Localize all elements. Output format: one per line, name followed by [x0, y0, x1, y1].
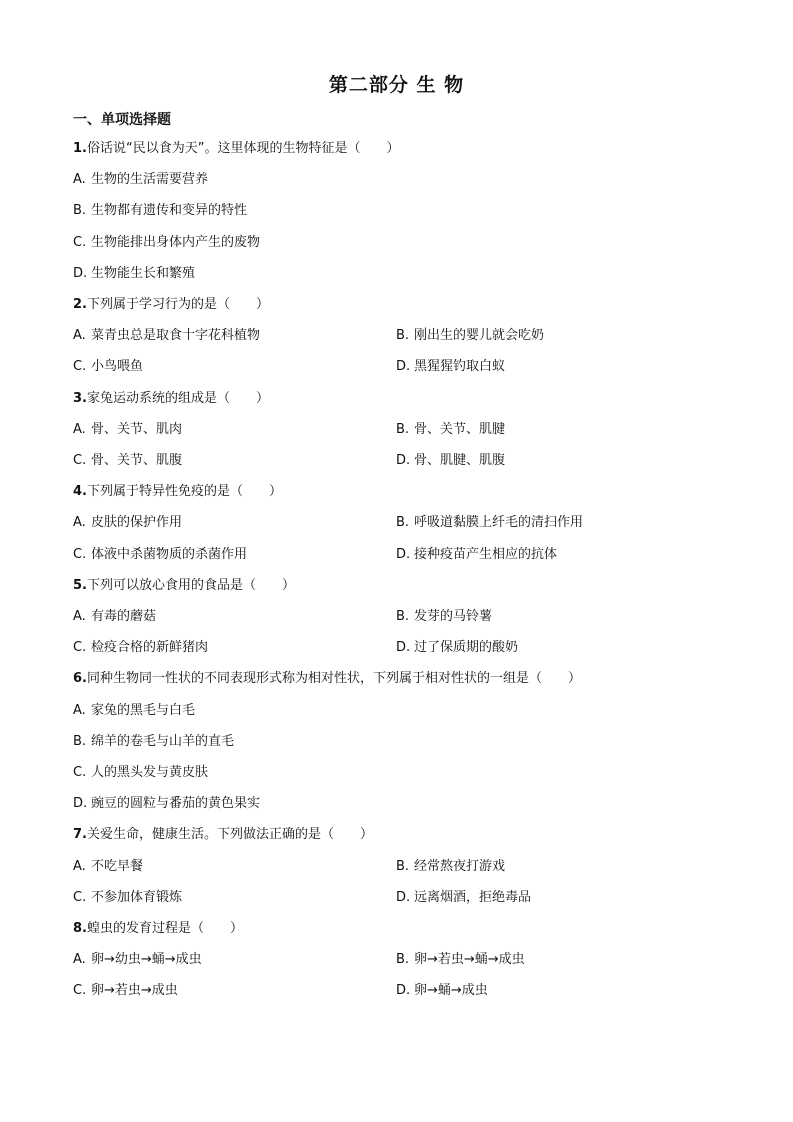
question-4-stem [73, 482, 282, 502]
option-3[interactable] [73, 235, 260, 250]
question-3-stem [73, 389, 269, 409]
question-5-option-row [73, 607, 723, 627]
option-1[interactable] [73, 703, 195, 718]
option-letter: C. [73, 453, 87, 468]
option-1[interactable] [73, 609, 156, 624]
option-4[interactable] [396, 451, 505, 471]
question-number: 2. [73, 297, 87, 312]
option-letter: A. [73, 515, 86, 531]
option-text: 绵羊的卷毛与山羊的直毛 [91, 733, 235, 749]
option-2[interactable] [396, 857, 505, 877]
option-text: 黑猩猩钓取白蚁 [414, 359, 506, 375]
option-text: 人的黑头发与黄皮肤 [91, 765, 209, 780]
question-7-option-row [73, 857, 723, 877]
question-8-option-row [73, 950, 723, 970]
question-4-option-row [73, 513, 723, 533]
question-1-option-row [73, 233, 260, 253]
option-text: 卵→若虫→成虫 [91, 983, 178, 999]
page-title: 第二部分 生 物 [328, 74, 465, 96]
option-text: 骨、关节、肌肉 [91, 421, 183, 437]
option-3[interactable] [73, 640, 208, 655]
question-number: 4. [73, 484, 87, 500]
question-3-option-row [73, 420, 723, 440]
option-text: 生物的生活需要营养 [91, 172, 209, 188]
question-text: 下列属于学习行为的是（ ） [86, 297, 269, 312]
question-text: 下列可以放心食用的食品是（ ） [86, 577, 295, 593]
option-2[interactable] [396, 607, 492, 627]
option-3[interactable] [73, 547, 247, 562]
question-number: 5. [73, 577, 87, 593]
option-letter: B. [73, 203, 87, 219]
option-letter: B. [396, 609, 410, 624]
option-4[interactable] [396, 357, 505, 377]
option-letter: C. [73, 546, 87, 562]
option-letter: B. [73, 733, 87, 749]
option-letter: C. [73, 359, 87, 375]
option-letter: C. [73, 234, 87, 250]
question-2-stem [73, 295, 269, 315]
question-2-option-row [73, 357, 723, 377]
option-letter: B. [396, 421, 410, 437]
option-letter: A. [73, 172, 86, 188]
option-text: 不参加体育锻炼 [91, 889, 183, 905]
question-1-option-row [73, 264, 195, 284]
option-4[interactable] [73, 796, 260, 811]
option-1[interactable] [73, 952, 202, 967]
question-7-option-row [73, 888, 723, 908]
option-3[interactable] [73, 890, 182, 905]
option-4[interactable] [396, 888, 531, 908]
option-text: 菜青虫总是取食十字花科植物 [91, 328, 261, 344]
option-text: 生物能生长和繁殖 [91, 265, 196, 281]
question-2-option-row [73, 326, 723, 346]
question-number: 1. [73, 141, 87, 156]
option-text: 过了保质期的酸奶 [414, 640, 519, 656]
option-letter: D. [396, 640, 411, 656]
option-text: 卵→蛹→成虫 [414, 983, 488, 999]
option-text: 卵→若虫→蛹→成虫 [414, 952, 525, 968]
option-letter: B. [396, 328, 410, 344]
option-letter: D. [396, 889, 411, 905]
question-6-option-row [73, 763, 208, 783]
option-letter: A. [73, 858, 86, 874]
option-letter: A. [73, 952, 86, 968]
question-6-option-row [73, 701, 195, 721]
option-letter: A. [73, 702, 86, 718]
option-2[interactable] [73, 734, 234, 749]
option-4[interactable] [396, 638, 518, 658]
question-text: 同种生物同一性状的不同表现形式称为相对性状，下列属于相对性状的一组是（ ） [86, 671, 581, 687]
option-text: 豌豆的圆粒与番茄的黄色果实 [91, 796, 261, 812]
option-1[interactable] [73, 859, 143, 874]
option-text: 骨、肌腱、肌腹 [414, 453, 506, 468]
option-2[interactable] [73, 203, 247, 218]
option-4[interactable] [396, 981, 488, 1001]
option-letter: C. [73, 765, 87, 780]
option-letter: B. [396, 515, 410, 531]
question-8-option-row [73, 981, 723, 1001]
option-text: 呼吸道黏膜上纤毛的清扫作用 [414, 515, 584, 531]
option-text: 皮肤的保护作用 [91, 515, 183, 531]
option-4[interactable] [396, 545, 557, 565]
option-text: 生物都有遗传和变异的特性 [91, 203, 248, 219]
option-2[interactable] [396, 420, 505, 440]
option-text: 远离烟酒，拒绝毒品 [414, 889, 532, 905]
option-3[interactable] [73, 453, 182, 468]
option-letter: D. [396, 983, 411, 999]
option-letter: D. [396, 359, 411, 375]
option-letter: B. [396, 858, 410, 874]
question-number: 7. [73, 827, 87, 843]
option-text: 生物能排出身体内产生的废物 [91, 234, 261, 250]
option-text: 骨、关节、肌腱 [414, 421, 506, 437]
option-text: 家兔的黑毛与白毛 [91, 702, 196, 718]
option-text: 不吃早餐 [91, 858, 144, 874]
option-letter: D. [396, 453, 411, 468]
option-letter: C. [73, 983, 87, 999]
question-1-stem [73, 139, 399, 159]
question-text: 下列属于特异性免疫的是（ ） [86, 484, 282, 500]
question-7-stem [73, 825, 373, 845]
option-text: 刚出生的婴儿就会吃奶 [414, 328, 545, 344]
option-3[interactable] [73, 359, 143, 374]
option-text: 接种疫苗产生相应的抗体 [414, 546, 558, 562]
option-letter: D. [396, 546, 411, 562]
option-3[interactable] [73, 765, 208, 780]
question-1-option-row [73, 201, 247, 221]
question-text: 俗话说“民以食为天”。这里体现的生物特征是（ ） [86, 141, 400, 156]
option-text: 小鸟喂鱼 [91, 359, 144, 375]
option-1[interactable] [73, 422, 182, 437]
question-4-option-row [73, 545, 723, 565]
option-3[interactable] [73, 983, 178, 998]
question-8-stem [73, 919, 243, 939]
option-letter: A. [73, 421, 86, 437]
option-2[interactable] [396, 326, 544, 346]
option-text: 有毒的蘑菇 [91, 609, 157, 624]
question-1-option-row [73, 170, 208, 190]
option-text: 发芽的马铃薯 [414, 609, 493, 624]
option-2[interactable] [396, 950, 525, 970]
option-2[interactable] [396, 513, 583, 533]
section-heading: 一、单项选择题 [73, 112, 171, 128]
option-text: 检疫合格的新鲜猪肉 [91, 640, 209, 656]
question-number: 8. [73, 921, 87, 936]
option-letter: A. [73, 609, 86, 624]
option-letter: D. [73, 265, 88, 281]
option-text: 经常熬夜打游戏 [414, 858, 506, 874]
option-1[interactable] [73, 515, 182, 530]
option-letter: C. [73, 640, 87, 656]
question-text: 蝗虫的发育过程是（ ） [86, 921, 243, 936]
option-text: 体液中杀菌物质的杀菌作用 [91, 546, 248, 562]
option-letter: C. [73, 889, 87, 905]
option-letter: A. [73, 328, 86, 344]
question-text: 家兔运动系统的组成是（ ） [86, 390, 269, 406]
question-6-stem [73, 669, 581, 689]
question-6-option-row [73, 732, 234, 752]
option-text: 卵→幼虫→蛹→成虫 [91, 952, 202, 968]
option-1[interactable] [73, 172, 208, 187]
question-number: 3. [73, 390, 87, 406]
option-1[interactable] [73, 328, 260, 343]
question-3-option-row [73, 451, 723, 471]
option-text: 骨、关节、肌腹 [91, 453, 183, 468]
question-6-option-row [73, 794, 260, 814]
option-4[interactable] [73, 266, 195, 281]
option-letter: B. [396, 952, 410, 968]
question-5-stem [73, 576, 295, 596]
question-5-option-row [73, 638, 723, 658]
option-letter: D. [73, 796, 88, 812]
question-text: 关爱生命，健康生活。下列做法正确的是（ ） [86, 827, 373, 843]
question-number: 6. [73, 671, 87, 687]
